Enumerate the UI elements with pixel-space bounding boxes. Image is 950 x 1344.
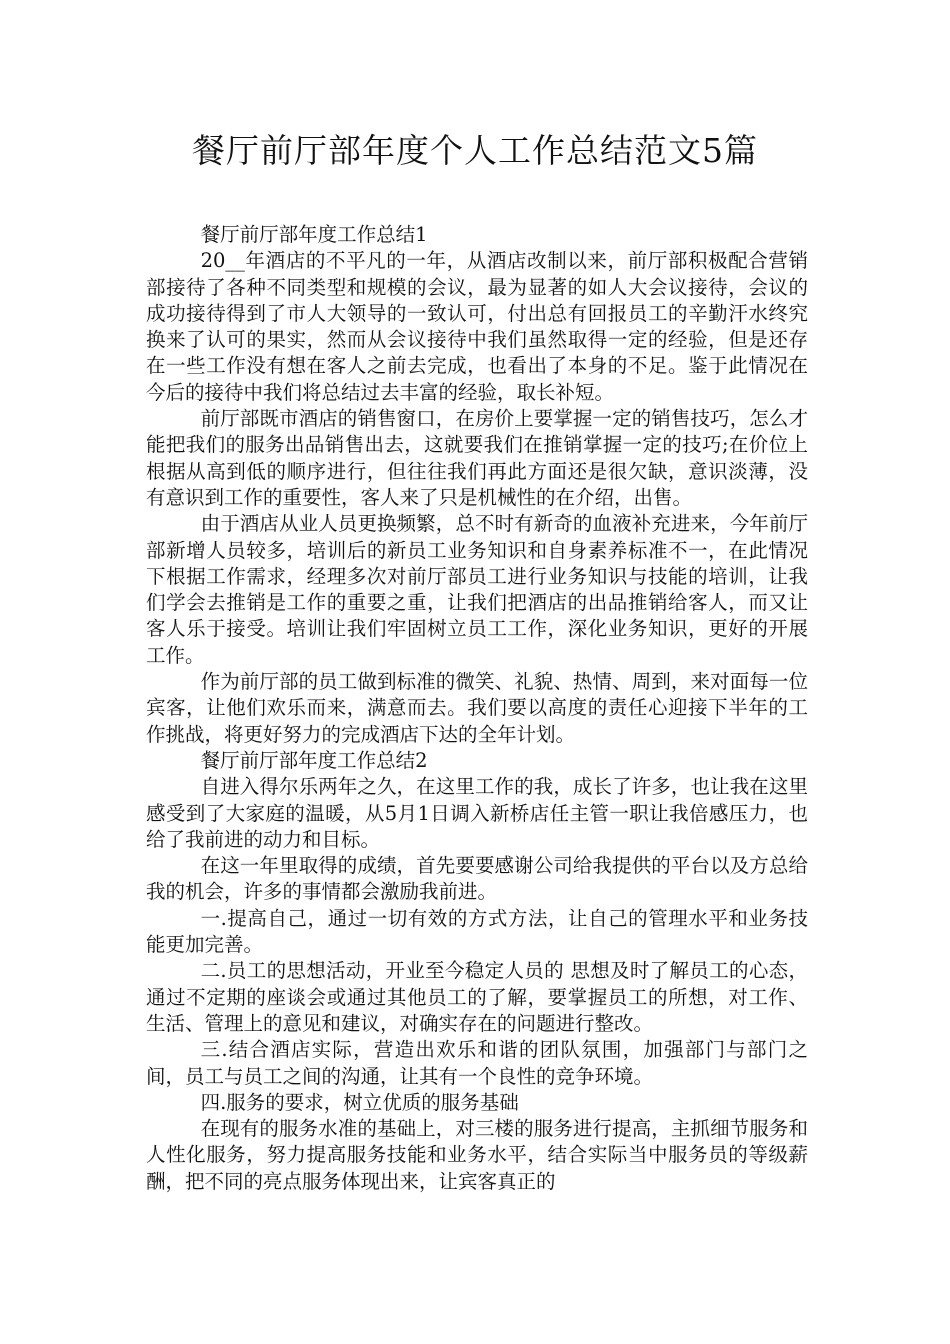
list-item: 三.结合酒店实际，营造出欢乐和谐的团队氛围，加强部门与部门之间，员工与员工之间的沟通，让其有一个良性的竞争环境。 [146, 1038, 808, 1088]
paragraph: 由于酒店从业人员更换频繁，总不时有新奇的血液补充进来，今年前厅部新增人员较多，培训后的新员工业务知识和自身素养标准不一，在此情况下根据工作需求，经理多次对前厅部员工进行业务知识与技能的培训，让我们学会去推销是工作的重要之重，让我们把酒店的出品推销给客人，而又让客人乐于接受。培训让我们牢固树立员工工作，深化业务知识，更好的开展工作。 [146, 512, 808, 667]
paragraph: 自进入得尔乐两年之久，在这里工作的我，成长了许多，也让我在这里感受到了大家庭的温暖，从5月1日调入新桥店任主管一职让我倍感压力，也给了我前进的动力和目标。 [146, 775, 808, 851]
list-item: 四.服务的要求，树立优质的服务基础 [200, 1090, 519, 1114]
paragraph: 在现有的服务水准的基础上，对三楼的服务进行提高，主抓细节服务和人性化服务，努力提高服务技能和业务水平，结合实际当中服务员的等级薪酬，把不同的亮点服务体现出来，让宾客真正的 [146, 1117, 808, 1193]
document-body [146, 222, 808, 1195]
list-item: 二.员工的思想活动，开业至今稳定人员的 思想及时了解员工的心态，通过不定期的座谈会或通过其他员工的了解，要掌握员工的所想，对工作、生活、管理上的意见和建议，对确实存在的问题进行整改。 [146, 959, 808, 1035]
section-heading-2: 餐厅前厅部年度工作总结2 [200, 748, 428, 772]
paragraph: 20__年酒店的不平凡的一年，从酒店改制以来，前厅部积极配合营销部接待了各种不同类型和规模的会议，最为显著的如人大会议接待，会议的成功接待得到了市人大领导的一致认可，付出总有回报员工的辛勤汗水终究换来了认可的果实，然而从会议接待中我们虽然取得一定的经验，但是还存在一些工作没有想在客人之前去完成，也看出了本身的不足。鉴于此情况在今后的接待中我们将总结过去丰富的经验，取长补短。 [146, 249, 808, 404]
list-item: 一.提高自己，通过一切有效的方式方法，让自己的管理水平和业务技能更加完善。 [146, 906, 808, 957]
paragraph: 作为前厅部的员工做到标准的微笑、礼貌、热情、周到，来对面每一位宾客，让他们欢乐而来，满意而去。我们要以高度的责任心迎接下半年的工作挑战，将更好努力的完成酒店下达的全年计划。 [146, 670, 808, 746]
document-title: 餐厅前厅部年度个人工作总结范文5篇 [192, 131, 758, 170]
paragraph: 前厅部既市酒店的销售窗口，在房价上要掌握一定的销售技巧，怎么才能把我们的服务出品销售出去，这就要我们在推销掌握一定的技巧;在价位上根据从高到低的顺序进行，但往往我们再此方面还是很欠缺，意识淡薄，没有意识到工作的重要性，客人来了只是机械性的在介绍，出售。 [146, 407, 808, 509]
paragraph: 在这一年里取得的成绩，首先要要感谢公司给我提供的平台以及方总给我的机会，许多的事情都会激励我前进。 [146, 854, 808, 904]
section-heading-1: 餐厅前厅部年度工作总结1 [200, 223, 428, 246]
